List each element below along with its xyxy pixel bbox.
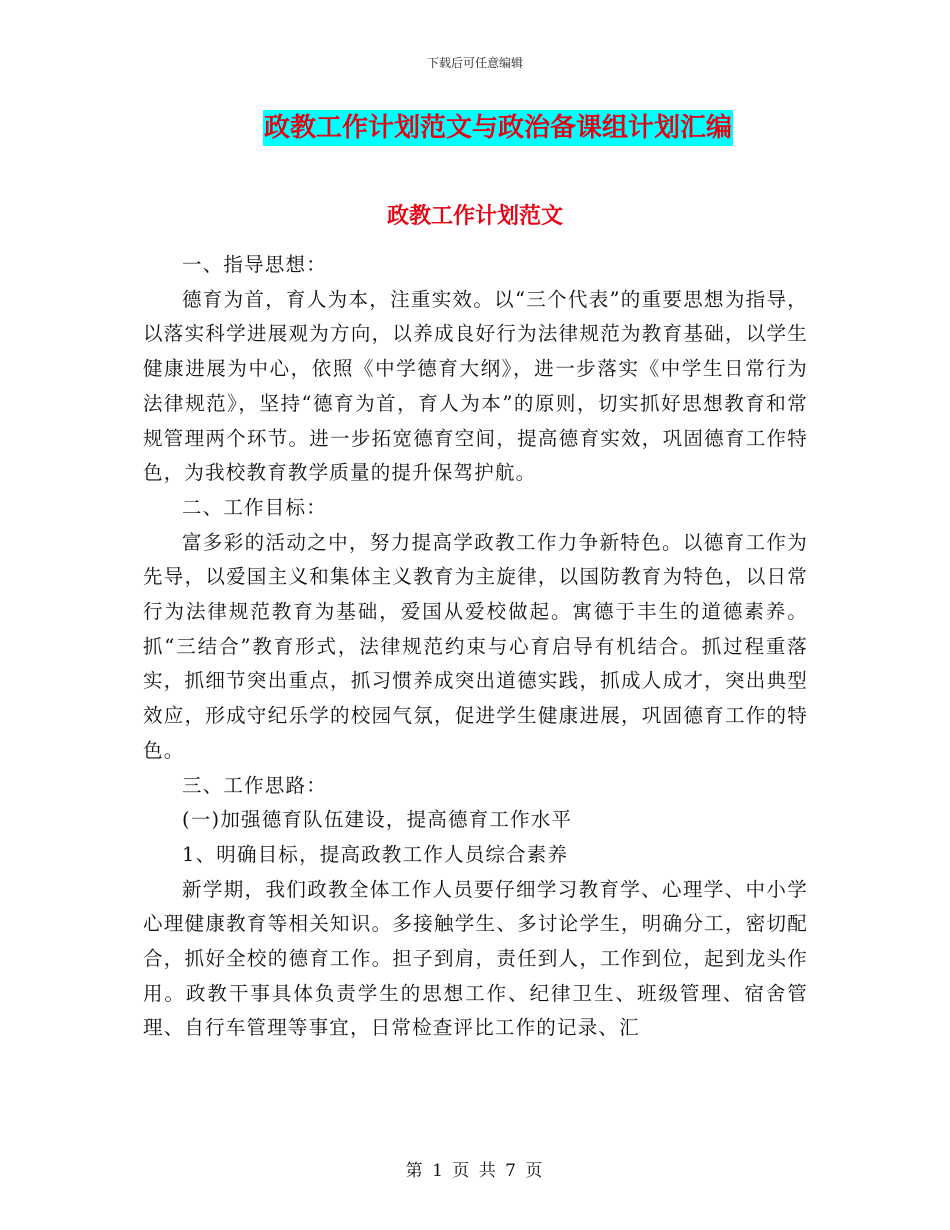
document-title-wrap [0,110,950,146]
paragraph-guiding-ideology: 德育为首，育人为本，注重实效。以“三个代表”的重要思想为指导，以落实科学进展观为方向，以养成良好行为法律规范为教育基础，以学生健康进展为中心，依照《中学德育大纲》，进一步落实《中学生日常行为法律规范》，坚持“德育为首，育人为本”的原则，切实抓好思想教育和常规管理两个环节。进一步拓宽德育空间，提高德育实效，巩固德育工作特色，为我校教育教学质量的提升保驾护航。 [143,287,808,485]
paragraph-work-goals: 富多彩的活动之中，努力提高学政教工作力争新特色。以德育工作为先导，以爱国主义和集体主义教育为主旋律，以国防教育为特色，以日常行为法律规范教育为基础，爱国从爱校做起。寓德于丰生的道德素养。抓“三结合”教育形式，法律规范约束与心育启导有机结合。抓过程重落实，抓细节突出重点，抓习惯养成突出道德实践，抓成人成才，突出典型效应，形成守纪乐学的校园气氛，促进学生健康进展，巩固德育工作的特色。 [143,530,808,762]
header-note: 下载后可任意编辑 [426,56,523,70]
section-title: 政教工作计划范文 [386,203,563,229]
document-title: 政教工作计划范文与政治备课组计划汇编 [263,110,733,146]
paragraph-new-semester: 新学期，我们政教全体工作人员要仔细学习教育学、心理学、中小学心理健康教育等相关知识。多接触学生、多讨论学生，明确分工，密切配合，抓好全校的德育工作。担子到肩，责任到人，工作到位，起到龙头作用。政教干事具体负责学生的思想工作、纪律卫生、班级管理、宿舍管理、自行车管理等事宜，日常检查评比工作的记录、汇 [143,877,808,1040]
subheading-team-building: (一)加强德育队伍建设，提高德育工作水平 [182,808,573,832]
heading-work-goals: 二、工作目标： [182,495,327,519]
heading-work-approach: 三、工作思路： [182,773,327,797]
page-number-footer: 第 1 页 共 7 页 [405,1161,545,1181]
document-body [143,248,808,1046]
subheading-clear-goals: 1、明确目标，提高政教工作人员综合素养 [182,842,569,866]
heading-guiding-ideology: 一、指导思想： [182,253,327,276]
